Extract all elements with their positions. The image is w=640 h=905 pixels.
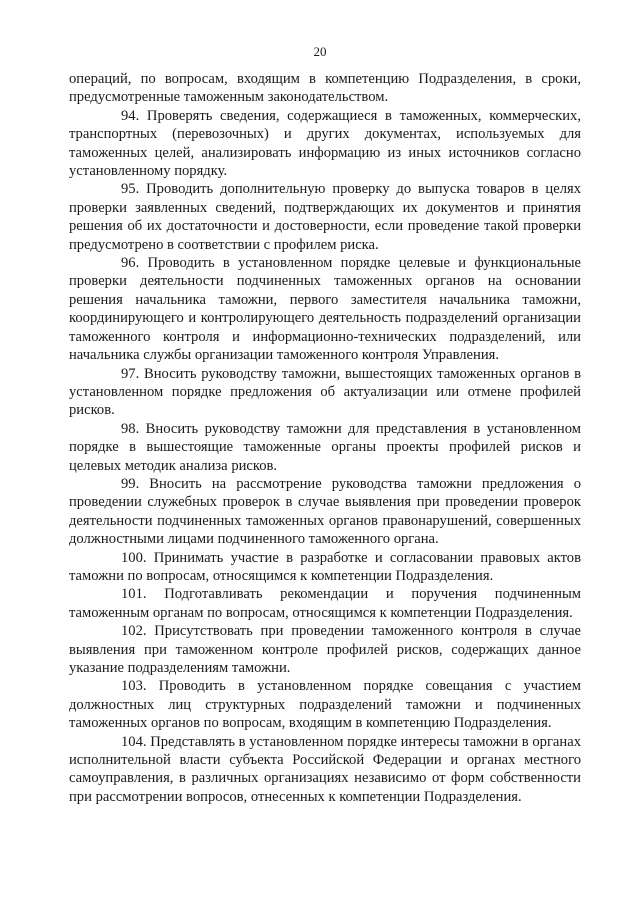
paragraph-99: 99. Вносить на рассмотрение руководства таможни предложения о проведении служебных проверок в случае выявления при проведении проверок деятельности подчиненных таможенных органов правонарушений, совершенных должностными лицами подчиненного таможенного органа. [69, 475, 581, 548]
paragraph-104: 104. Представлять в установленном порядке интересы таможни в органах исполнительной власти субъекта Российской Федерации и органах местного самоуправления, в различных организациях независимо от форм собственности при рассмотрении вопросов, отнесенных к компетенции Подразделения. [69, 733, 581, 805]
paragraph-98: 98. Вносить руководству таможни для представления в установленном порядке в вышестоящие таможенные органы проекты профилей рисков и целевых методик анализа рисков. [69, 420, 581, 474]
page-number: 20 [313, 44, 327, 59]
paragraph-103: 103. Проводить в установленном порядке совещания с участием должностных лиц структурных подразделений таможни и подчиненных таможенных органов по вопросам, входящим в компетенцию Подразделения. [69, 678, 581, 732]
document-body [69, 70, 581, 806]
paragraph-97: 97. Вносить руководству таможни, вышестоящих таможенных органов в установленном порядке предложения об актуализации или отмене профилей рисков. [69, 365, 581, 419]
paragraph-100: 100. Принимать участие в разработке и согласовании правовых актов таможни по вопросам, относящимся к компетенции Подразделения. [69, 549, 581, 584]
paragraph-94: 94. Проверять сведения, содержащиеся в таможенных, коммерческих, транспортных (перевозочных) и других документах, используемых для таможенных целей, анализировать информацию из иных источников согласно установленному порядку. [69, 107, 581, 180]
paragraph-95: 95. Проводить дополнительную проверку до выпуска товаров в целях проверки заявленных сведений, подтверждающих их документов и принятия решения об их достаточности и достоверности, если проведение такой проверки предусмотрено в соответствии с профилем риска. [69, 181, 581, 253]
paragraph-102: 102. Присутствовать при проведении таможенного контроля в случае выявления при таможенном контроле профилей рисков, содержащих данное указание подразделениям таможни. [69, 623, 581, 676]
paragraph-96: 96. Проводить в установленном порядке целевые и функциональные проверки деятельности подчиненных таможенных органов на основании решения начальника таможни, первого заместителя начальника таможни, координирующего и контролирующего деятельность подразделений организации таможенного контроля и информационно-технических подразделений, или начальника службы организации таможенного контроля Управления. [69, 255, 581, 364]
paragraph-101: 101. Подготавливать рекомендации и поручения подчиненным таможенным органам по вопросам, относящимся к компетенции Подразделения. [69, 586, 581, 621]
paragraph-continuation: операций, по вопросам, входящим в компетенцию Подразделения, в сроки, предусмотренные таможенным законодательством. [69, 71, 581, 106]
